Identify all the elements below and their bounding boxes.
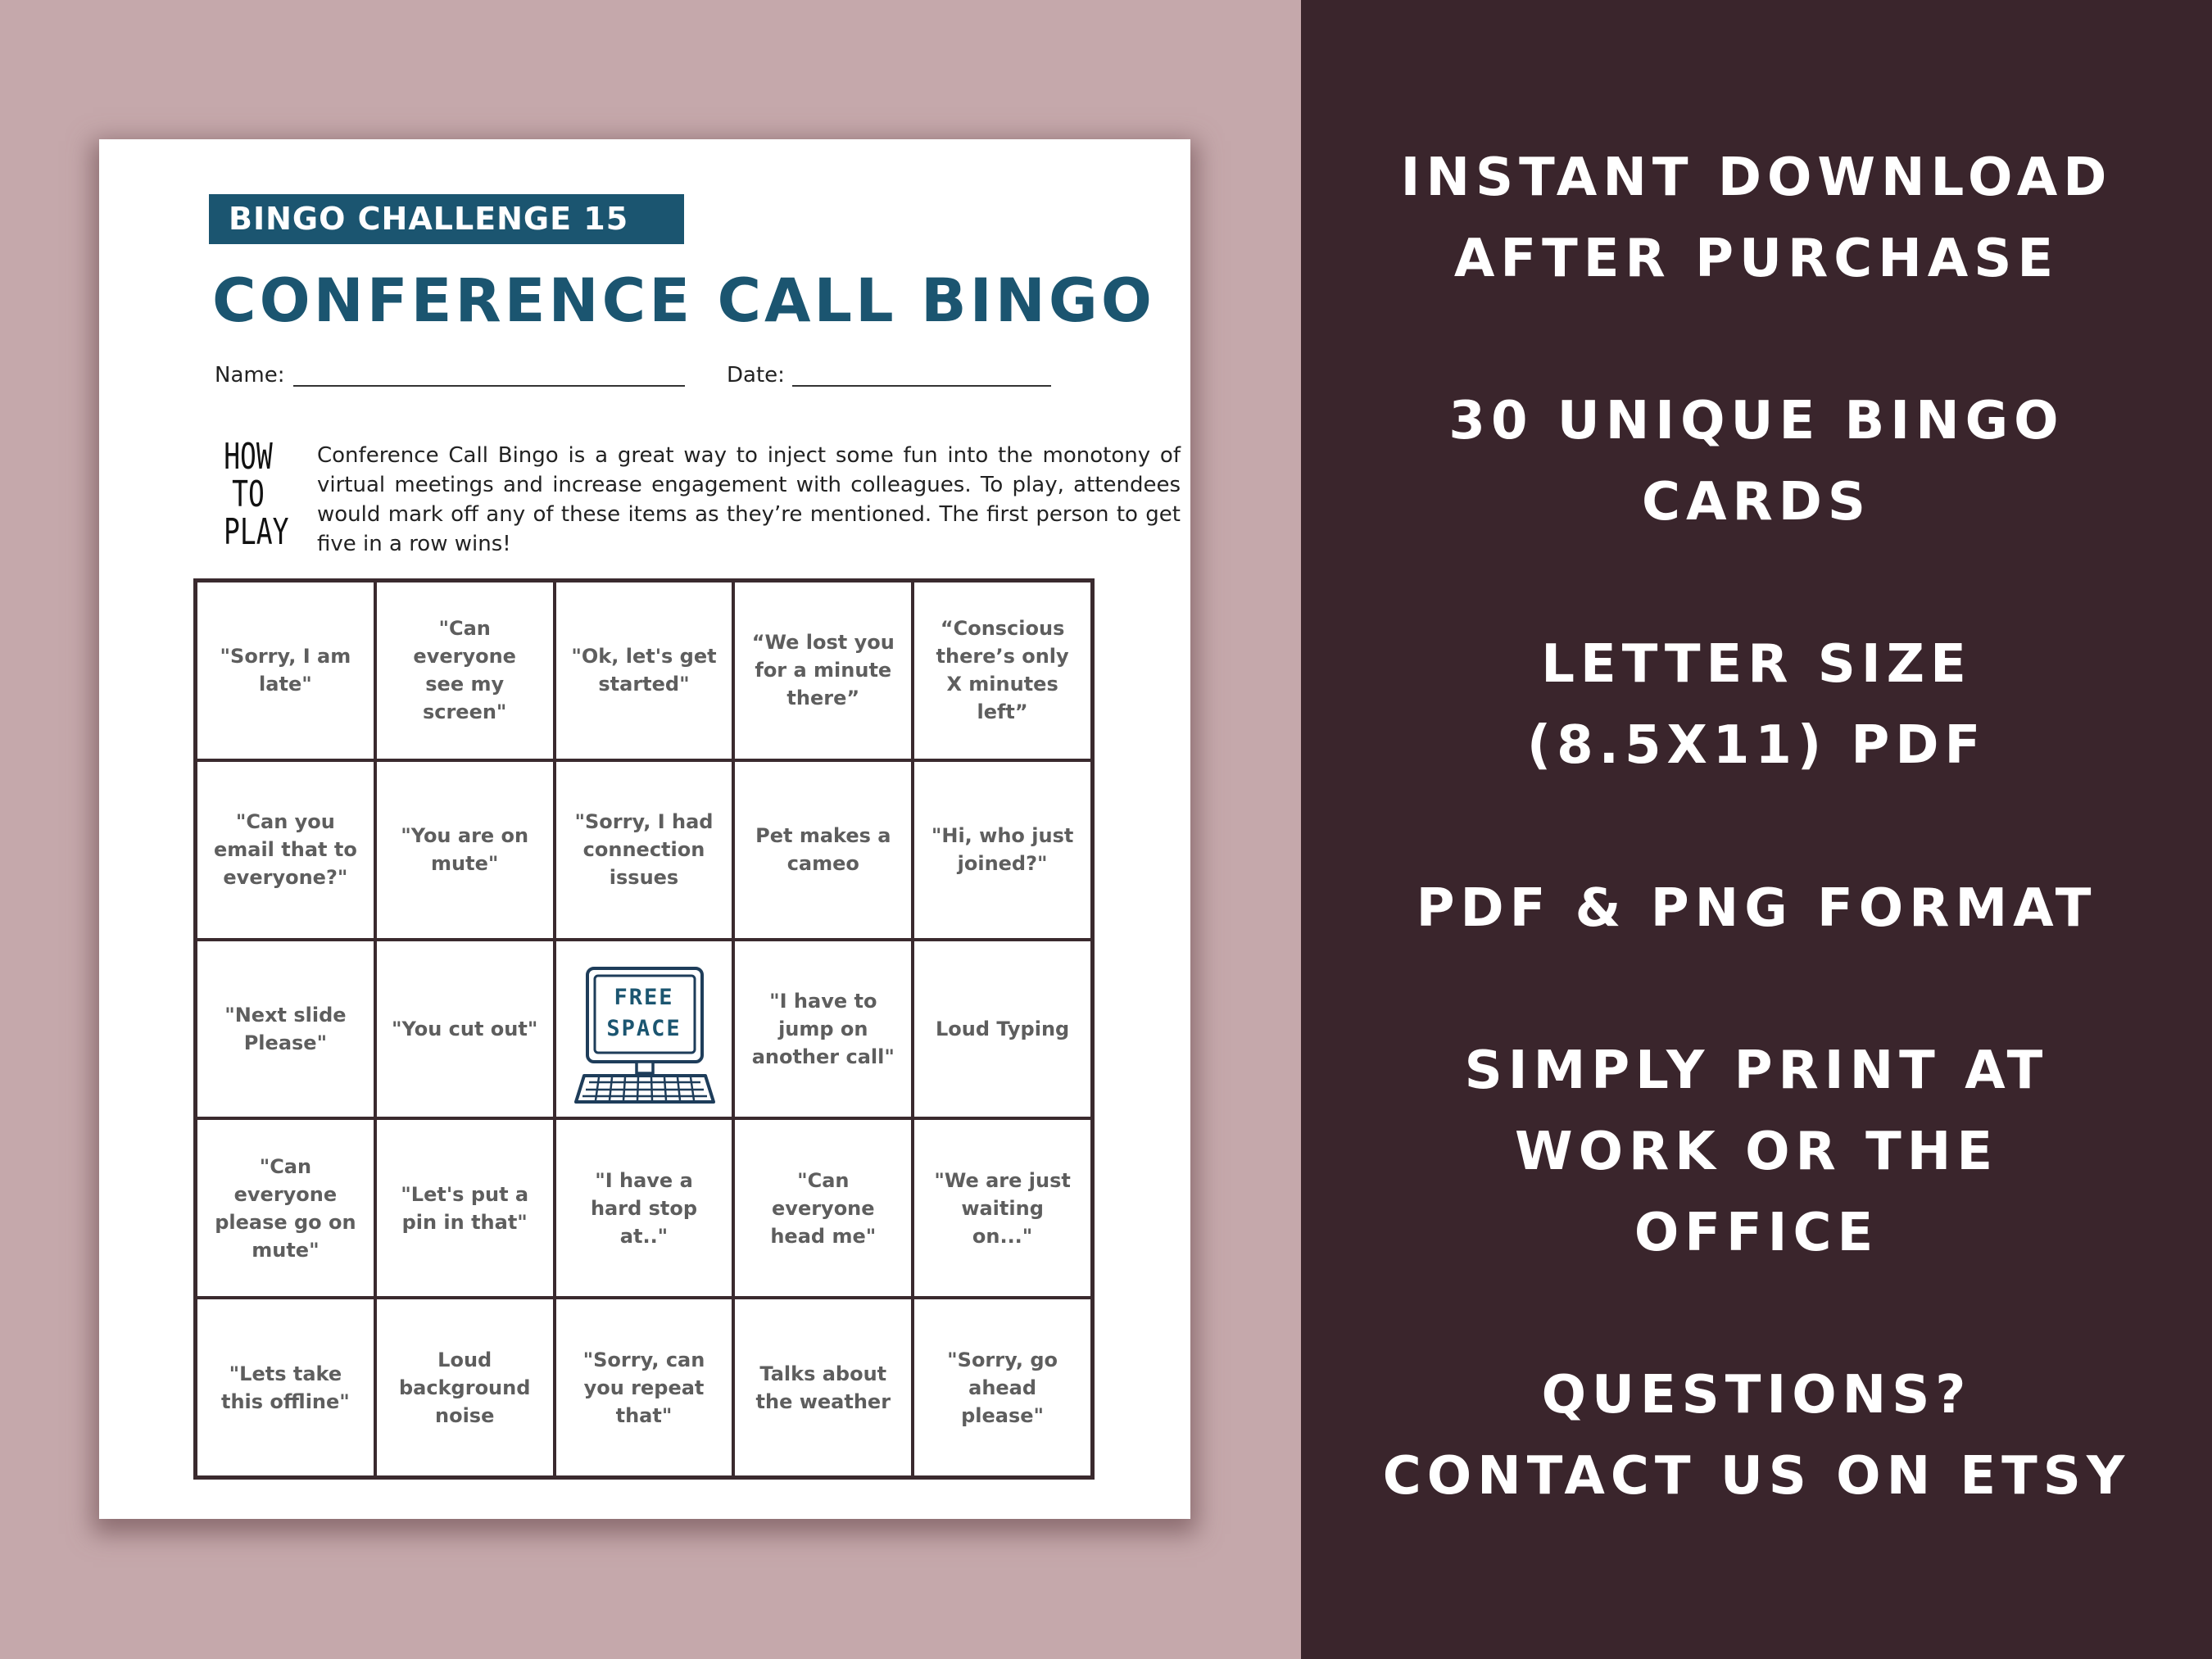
bingo-cell: "Can everyone see my screen": [375, 581, 555, 760]
bingo-cell: Talks about the weather: [733, 1298, 913, 1477]
bingo-cell: Loud Typing: [913, 940, 1092, 1119]
bingo-cell: "Next slide Please": [196, 940, 375, 1119]
bingo-cell: "Sorry, I am late": [196, 581, 375, 760]
bingo-cell: “Conscious there’s only X minutes left”: [913, 581, 1092, 760]
bingo-worksheet: [99, 139, 1190, 1519]
bingo-grid: [193, 578, 1095, 1480]
feature-instant-download: INSTANT DOWNLOAD AFTER PURCHASE: [1400, 147, 2113, 289]
bingo-cell: "Can you email that to everyone?": [196, 760, 375, 940]
instructions-text: Conference Call Bingo is a great way to inject some fun into the monotony of virtual meetings and increase engagement with colleagues. To play, attendees would mark off any of these items as they’re mentioned. The first person to get five in a row wins!: [317, 443, 1181, 556]
bingo-cell: Pet makes a cameo: [733, 760, 913, 940]
free-space-cell: [555, 940, 734, 1119]
bingo-cell: "Can everyone head me": [733, 1118, 913, 1298]
feature-formats: PDF & PNG FORMAT: [1416, 878, 2097, 939]
bingo-cell: "Lets take this offline": [196, 1298, 375, 1477]
bingo-cell: Loud background noise: [375, 1298, 555, 1477]
bingo-cell: "I have to jump on another call": [733, 940, 913, 1119]
bingo-cell: "We are just waiting on...": [913, 1118, 1092, 1298]
bingo-cell: "You are on mute": [375, 760, 555, 940]
bingo-cell: "Sorry, I had connection issues: [555, 760, 734, 940]
name-line: [293, 385, 685, 387]
worksheet-title: CONFERENCE CALL BINGO: [212, 266, 1155, 336]
feature-print: SIMPLY PRINT AT WORK OR THE OFFICE: [1464, 1040, 2049, 1263]
feature-letter-size: LETTER SIZE (8.5X11) PDF: [1526, 634, 1987, 776]
bingo-cell: "Sorry, can you repeat that": [555, 1298, 734, 1477]
how-to-play-heading: HOW TO PLAY: [224, 436, 289, 553]
challenge-badge: BINGO CHALLENGE 15: [209, 194, 684, 244]
bingo-cell: "Ok, let's get started": [555, 581, 734, 760]
date-line: [792, 385, 1051, 387]
bingo-cell: "Sorry, go ahead please": [913, 1298, 1092, 1477]
features-panel: [1301, 0, 2212, 1659]
bingo-cell: “We lost you for a minute there”: [733, 581, 913, 760]
date-label: Date:: [727, 363, 785, 388]
feature-unique-cards: 30 UNIQUE BINGO CARDS: [1448, 391, 2065, 533]
bingo-cell: "Let's put a pin in that": [375, 1118, 555, 1298]
bingo-cell: "You cut out": [375, 940, 555, 1119]
bingo-cell: "Can everyone please go on mute": [196, 1118, 375, 1298]
free-space-label: FREE SPACE: [606, 984, 682, 1041]
bingo-cell: "Hi, who just joined?": [913, 760, 1092, 940]
name-label: Name:: [215, 363, 285, 388]
feature-contact: QUESTIONS? CONTACT US ON ETSY: [1382, 1365, 2131, 1507]
bingo-cell: "I have a hard stop at..": [555, 1118, 734, 1298]
